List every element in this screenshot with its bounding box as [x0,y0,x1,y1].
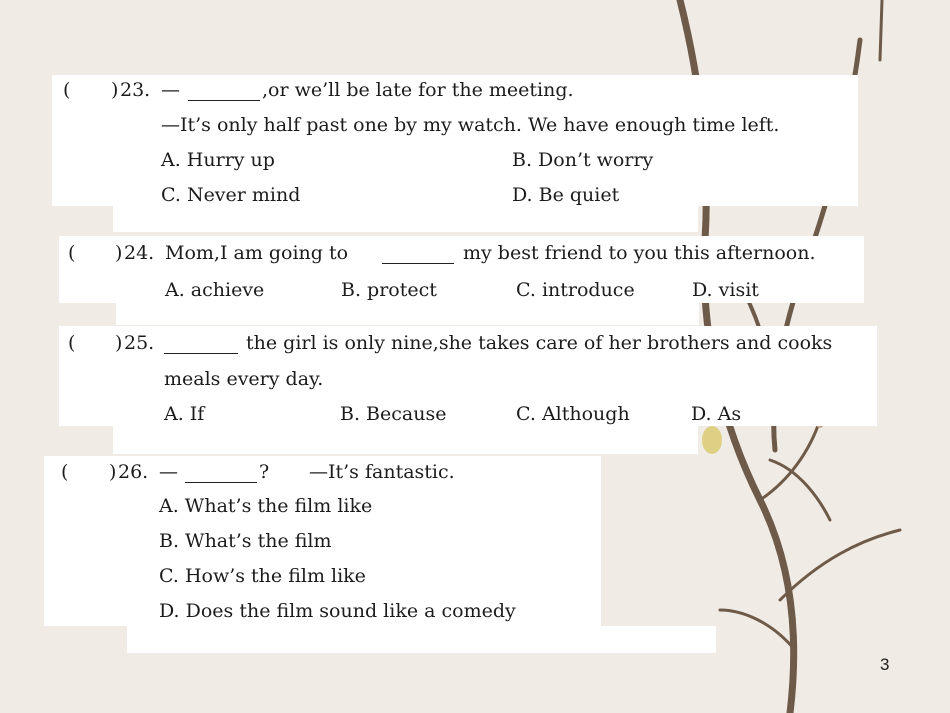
option-c[interactable]: C. Never mind [161,184,301,206]
answer-blank[interactable] [382,245,454,264]
option-d[interactable]: D. visit [692,279,759,301]
question-mark: ? [259,461,270,483]
option-a[interactable]: A. achieve [165,279,265,301]
answer-blank[interactable] [164,335,238,354]
option-b[interactable]: B. Because [340,403,447,425]
answer-paren-open: ( [61,461,69,483]
answer-blank[interactable] [185,464,257,483]
option-d[interactable]: D. Does the film sound like a comedy [159,600,516,622]
answer-paren-open: ( [63,79,71,101]
question-stem-end: my best friend to you this afternoon. [463,242,816,264]
panel-q24-lower [116,303,699,325]
question-number: 23. [120,79,151,101]
answer-paren-close: ) [115,332,123,354]
option-c[interactable]: C. introduce [516,279,635,301]
question-stem: ,or we’ll be late for the meeting. [262,79,574,101]
answer-paren-close: ) [111,79,119,101]
question-reply: —It’s only half past one by my watch. We have enough time left. [161,114,780,136]
option-a[interactable]: A. If [164,403,205,425]
question-stem-line2: meals every day. [164,368,324,390]
question-number: 26. [118,461,149,483]
answer-paren-close: ) [109,461,117,483]
question-number: 25. [124,332,155,354]
slide-number: 3 [880,655,890,674]
answer-paren-open: ( [68,332,76,354]
option-d[interactable]: D. Be quiet [512,184,620,206]
panel-q26-lower [127,626,716,653]
question-stem: Mom,I am going to [165,242,349,264]
question-dash: — [159,461,178,483]
panel-q25-lower [113,426,698,454]
question-stem: the girl is only nine,she takes care of her brothers and cooks [246,332,833,354]
option-a[interactable]: A. What’s the film like [159,495,373,517]
option-c[interactable]: C. How’s the film like [159,565,366,587]
option-d[interactable]: D. As [691,403,742,425]
option-b[interactable]: B. Don’t worry [512,149,654,171]
answer-blank[interactable] [188,82,260,101]
question-number: 24. [124,242,155,264]
option-c[interactable]: C. Although [516,403,630,425]
panel-q23-lower [113,206,698,232]
answer-paren-close: ) [115,242,123,264]
answer-paren-open: ( [68,242,76,264]
option-b[interactable]: B. protect [341,279,437,301]
question-reply: —It’s fantastic. [309,461,455,483]
option-a[interactable]: A. Hurry up [161,149,275,171]
question-dash: — [161,79,180,101]
option-b[interactable]: B. What’s the film [159,530,332,552]
